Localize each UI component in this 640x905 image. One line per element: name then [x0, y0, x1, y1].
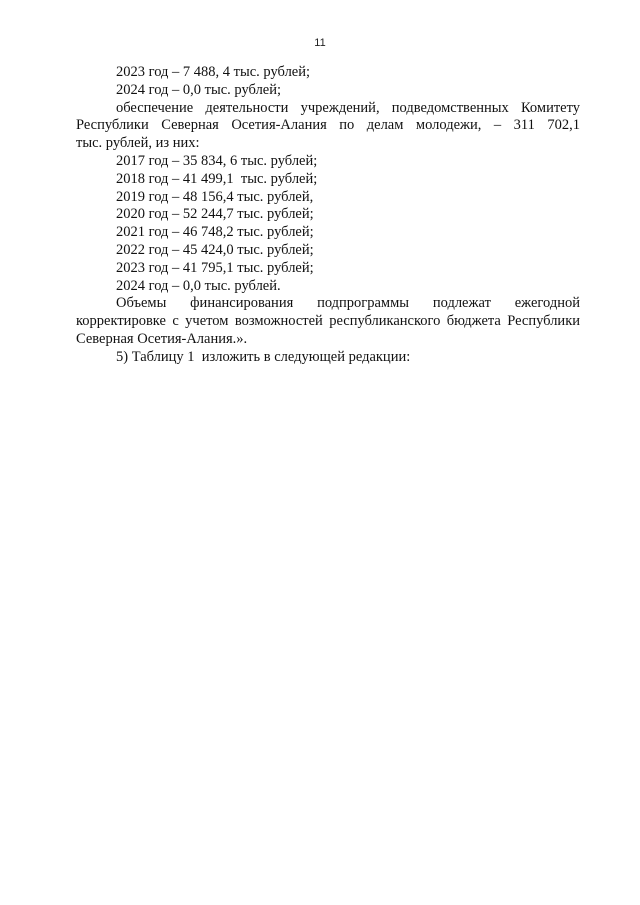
- text-line-table-1: 5) Таблицу 1 изложить в следующей редакции:: [116, 348, 411, 365]
- text-line-2024-1: 2024 год – 0,0 тыс. рублей;: [116, 81, 282, 98]
- page-number: 11: [314, 37, 326, 49]
- text-line-2021: 2021 год – 46 748,2 тыс. рублей;: [116, 224, 314, 241]
- text-line-2023-1: 2023 год – 7 488, 4 тыс. рублей;: [116, 64, 311, 80]
- text-line-2023-2: 2023 год – 41 795,1 тыс. рублей;: [116, 259, 314, 276]
- text-line-2018: 2018 год – 41 499,1 тыс. рублей;: [116, 170, 318, 187]
- text-line-financing: Объемы финансирования подпрограммы подлежат ежегодной: [116, 295, 580, 312]
- text-line-institutions: обеспечение деятельности учреждений, подведомственных Комитету: [116, 99, 580, 116]
- text-line-2020: 2020 год – 52 244,7 тыс. рублей;: [116, 206, 314, 223]
- text-line-adjustment: корректировке с учетом возможностей республиканского бюджета Республики: [76, 313, 580, 330]
- text-line-2017: 2017 год – 35 834, 6 тыс. рублей;: [116, 152, 318, 169]
- text-line-2024-2: 2024 год – 0,0 тыс. рублей.: [116, 277, 281, 294]
- text-line-republic: Республики Северная Осетия-Алания по делам молодежи, – 311 702,1: [76, 117, 580, 134]
- document-body: [76, 64, 580, 367]
- text-line-north-ossetia: Северная Осетия-Алания.».: [76, 330, 248, 347]
- text-line-thousand-rubles: тыс. рублей, из них:: [76, 135, 200, 152]
- text-line-2019: 2019 год – 48 156,4 тыс. рублей,: [116, 188, 314, 205]
- text-line-2022: 2022 год – 45 424,0 тыс. рублей;: [116, 241, 314, 258]
